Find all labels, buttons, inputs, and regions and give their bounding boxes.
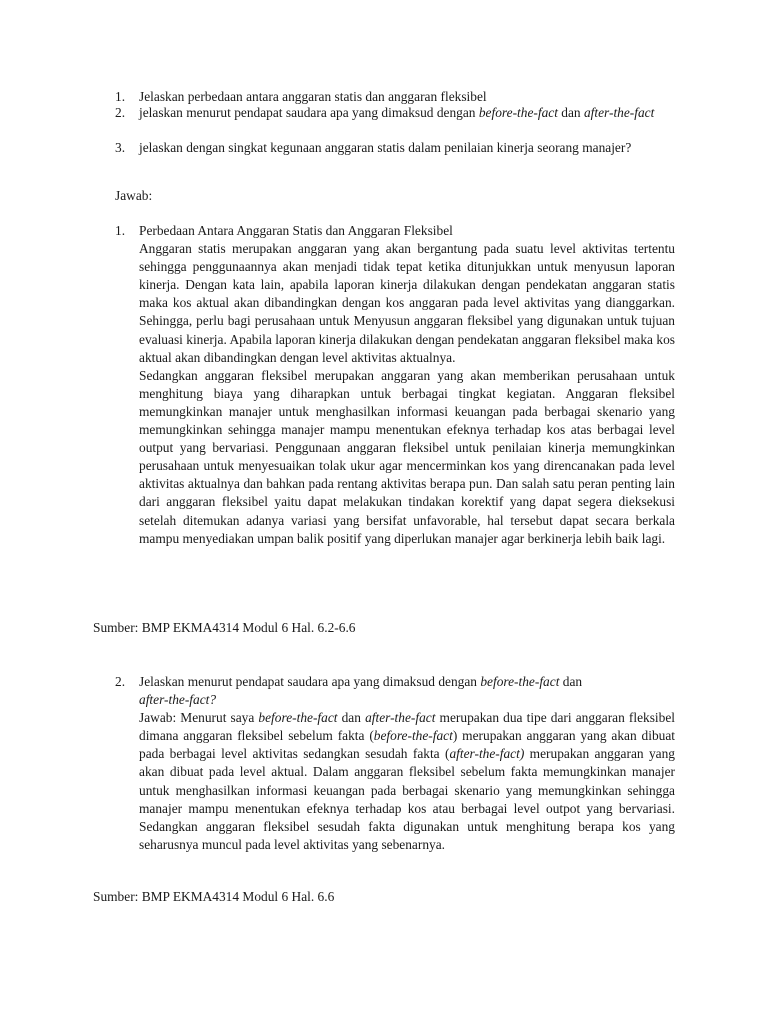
answer-paragraph: Sedangkan anggaran fleksibel merupakan anggaran yang akan memberikan perusahaan untuk menghitung biaya yang diharapkan untuk berbagai tingkat kegiatan. Anggaran fleksibel memungkinkan manajer untuk menghasilkan informasi keuangan pada berbagai skenario yang memungkinkan sehingga manajer mampu menentukan efeknya terhadap kos atas berbagai level output yang bervariasi. Penggunaan anggaran fleksibel untuk penilaian kinerja memungkinkan perusahaan untuk menyesuaikan tolak ukur agar mencerminkan kos yang direncanakan pada level aktivitas aktualnya dan bahkan pada rentang aktivitas berapa pun. Dan salah satu peran penting lain dari anggaran fleksibel yaitu dapat melakukan tindakan korektif yang dapat segera dieksekusi setelah ditemukan adanya variasi yang bersifat unfavorable, hal tersebut dapat secara berkala mampu menyediakan umpan balik positif yang diperlukan manajer agar berkinerja lebih baik lagi. (139, 367, 675, 546)
question-3 (115, 139, 675, 157)
answer-2 (115, 673, 675, 854)
answer-1 (115, 222, 675, 548)
question-number: 2. (115, 105, 126, 120)
question-text: jelaskan dengan singkat kegunaan anggaran statis dalam penilaian kinerja seorang manajer? (139, 140, 632, 155)
answer-number: 1. (115, 223, 126, 238)
source-citation: Sumber: BMP EKMA4314 Modul 6 Hal. 6.2-6.6 (93, 620, 356, 635)
source-citation: Sumber: BMP EKMA4314 Modul 6 Hal. 6.6 (93, 889, 335, 904)
question-number: 1. (115, 89, 126, 104)
jawab-label: Jawab: (115, 188, 153, 203)
answer-title: Perbedaan Antara Anggaran Statis dan Anggaran Fleksibel (139, 223, 453, 238)
question-number: 3. (115, 140, 126, 155)
question-text: Jelaskan perbedaan antara anggaran statis dan anggaran fleksibel (139, 89, 487, 104)
question-text: jelaskan menurut pendapat saudara apa yang dimaksud dengan before-the-fact dan after-the-fact (139, 105, 655, 120)
answer-paragraph: Anggaran statis merupakan anggaran yang akan bergantung pada suatu level aktivitas tertentu sehingga penggunaannya akan menjadi tidak tepat ketika ditunjukkan untuk menyusun laporan kinerja. Dengan kata lain, apabila laporan kinerja dilakukan dengan pendekatan anggaran statis maka kos aktual akan dibandingkan dengan kos anggaran pada level aktivitas yang dianggarkan. Sehingga, perlu bagi perusahaan untuk Menyusun anggaran fleksibel yang digunakan untuk tujuan evaluasi kinerja. Apabila laporan kinerja dilakukan dengan pendekatan anggaran fleksibel maka kos aktual akan dibandingkan dengan level aktivitas aktualnya. (139, 241, 675, 365)
answer-paragraph: Jawab: Menurut saya before-the-fact dan after-the-fact merupakan dua tipe dari anggaran fleksibel dimana anggaran fleksibel sebelum fakta (before-the-fact) merupakan anggaran yang akan dibuat pada berbagai level aktivitas sedangkan sesudah fakta (after-the-fact) merupakan anggaran yang akan dibuat pada level aktual. Dalam anggaran fleksibel sebelum fakta memungkinkan manajer untuk menghasilkan informasi keuangan pada berbagai skenario yang memungkinkan sehingga manajer mampu menentukan efeknya terhadap kos atau berbagai level outpot yang bervariasi. Sedangkan anggaran fleksibel sesudah fakta digunakan untuk menghitung berapa kos yang seharusnya muncul pada level aktivitas yang sebenarnya. (139, 710, 676, 852)
answer-number: 2. (115, 674, 126, 689)
question-2 (115, 104, 675, 122)
answer-question: Jelaskan menurut pendapat saudara apa yang dimaksud dengan before-the-fact dan after-the-fact? (139, 674, 583, 708)
